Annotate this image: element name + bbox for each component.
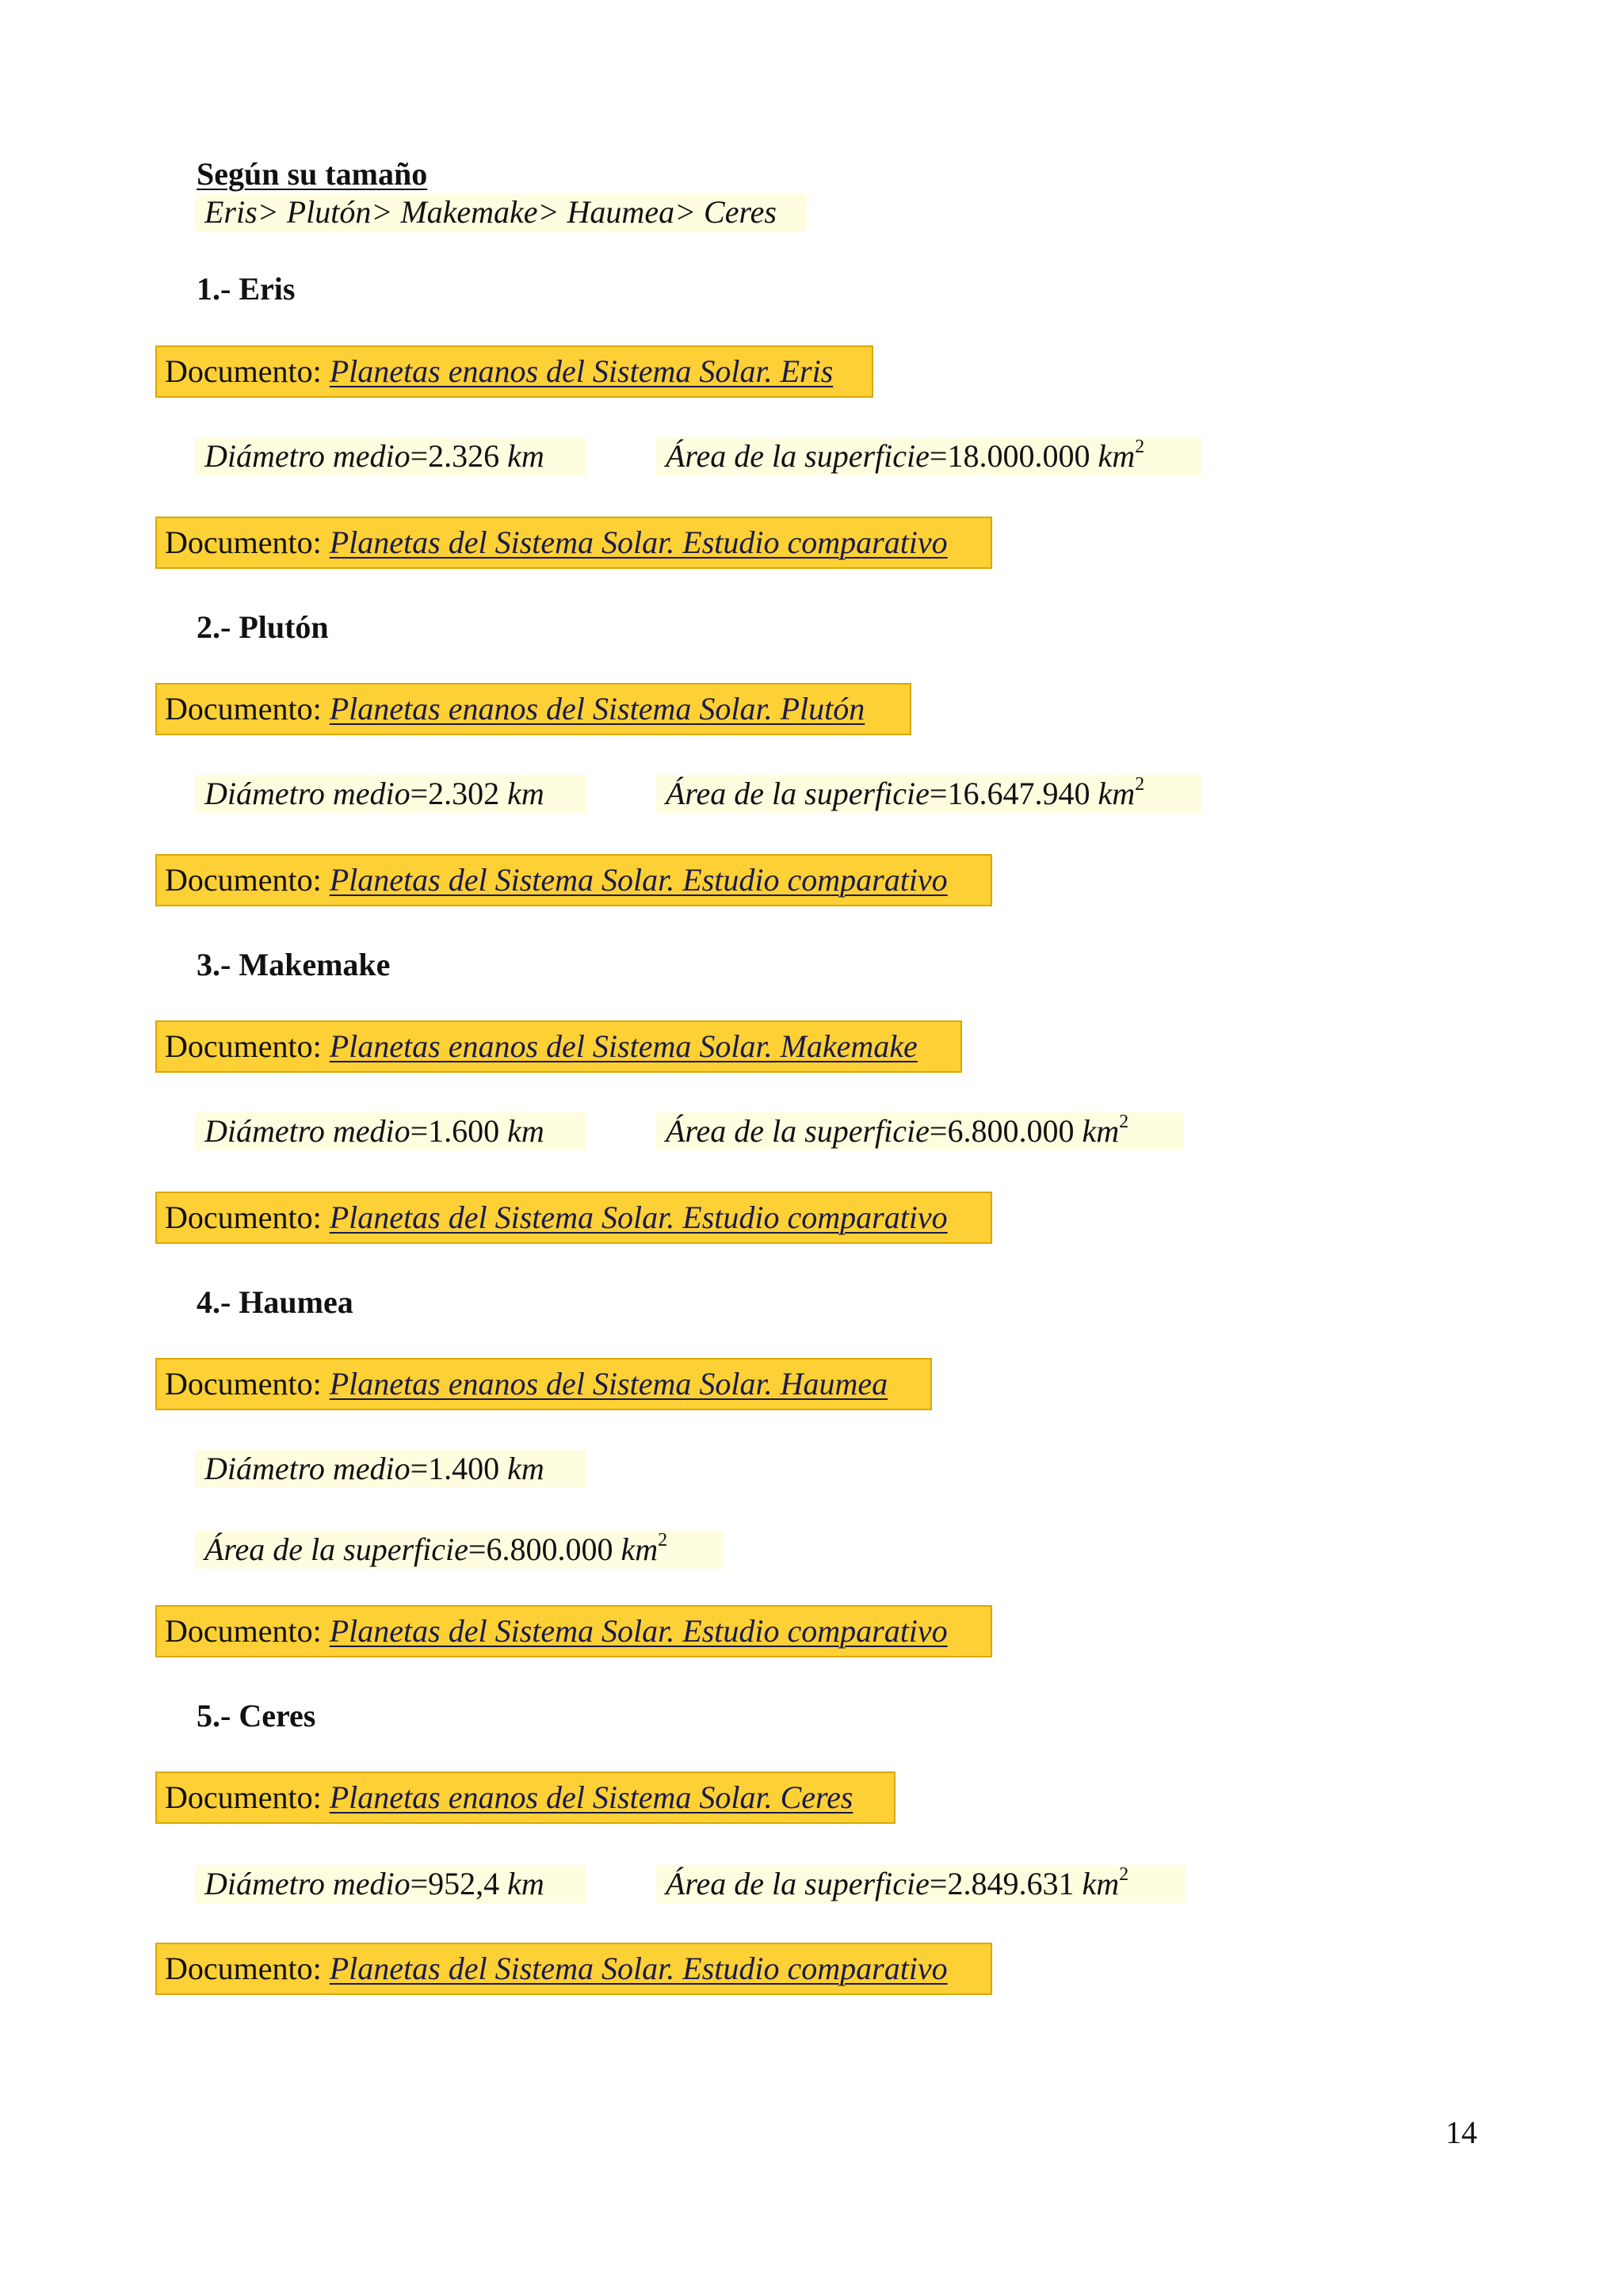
diameter-label: Diámetro medio (204, 776, 411, 811)
unit: km (1082, 1113, 1120, 1149)
item-heading-ceres: 5.- Ceres (197, 1698, 316, 1733)
unit: km (507, 1866, 544, 1901)
comparative-link-eris[interactable]: Planetas del Sistema Solar. Estudio comparativo (329, 524, 948, 560)
diameter-label: Diámetro medio (204, 1451, 411, 1486)
area-label: Área de la superficie (204, 1531, 468, 1567)
equals-sign: = (929, 776, 948, 811)
area-formula-makemake (656, 1112, 1184, 1150)
document-box-ceres (155, 1772, 896, 1824)
diameter-value: 2.302 (428, 776, 500, 811)
equals-sign: = (410, 438, 429, 474)
comparative-box-makemake (155, 1192, 992, 1244)
area-value: 2.849.631 (947, 1866, 1075, 1901)
document-label: Documento: (165, 691, 330, 727)
exponent: 2 (1135, 774, 1145, 795)
comparative-link-pluton[interactable]: Planetas del Sistema Solar. Estudio comparativo (329, 862, 948, 898)
document-label: Documento: (165, 524, 330, 560)
unit: km (507, 1113, 544, 1149)
equals-sign: = (929, 1113, 948, 1149)
unit: km (507, 776, 544, 811)
area-label: Área de la superficie (666, 438, 930, 474)
diameter-value: 1.600 (428, 1113, 500, 1149)
unit: km (507, 438, 544, 474)
comparative-box-pluton (155, 854, 992, 906)
document-box-eris (155, 345, 873, 398)
equals-sign: = (410, 1866, 429, 1901)
item-heading-pluton: 2.- Plutón (197, 609, 329, 645)
unit: km (1082, 1866, 1120, 1901)
document-link-haumea[interactable]: Planetas enanos del Sistema Solar. Haumea (329, 1366, 888, 1402)
diameter-formula-ceres (195, 1865, 586, 1903)
diameter-value: 952,4 (428, 1866, 500, 1901)
equals-sign: = (929, 1866, 948, 1901)
comparative-box-ceres (155, 1943, 992, 1995)
area-value: 6.800.000 (486, 1531, 613, 1567)
diameter-value: 1.400 (428, 1451, 500, 1486)
diameter-formula-eris (195, 437, 586, 475)
equals-sign: = (410, 1113, 429, 1149)
equals-sign: = (468, 1531, 487, 1567)
document-label: Documento: (165, 1366, 330, 1402)
document-box-makemake (155, 1020, 962, 1073)
document-label: Documento: (165, 1199, 330, 1235)
area-label: Área de la superficie (666, 1866, 930, 1901)
diameter-label: Diámetro medio (204, 438, 411, 474)
diameter-label: Diámetro medio (204, 1866, 411, 1901)
page-number: 14 (1445, 2115, 1477, 2150)
area-formula-haumea (195, 1531, 724, 1569)
unit: km (621, 1531, 659, 1567)
equals-sign: = (929, 438, 948, 474)
item-heading-haumea: 4.- Haumea (197, 1284, 353, 1320)
document-label: Documento: (165, 1028, 330, 1064)
item-heading-makemake: 3.- Makemake (197, 947, 391, 982)
comparative-link-haumea[interactable]: Planetas del Sistema Solar. Estudio comparativo (329, 1613, 948, 1649)
document-box-haumea (155, 1358, 932, 1410)
area-formula-pluton (656, 775, 1201, 813)
diameter-formula-haumea (195, 1450, 586, 1488)
document-label: Documento: (165, 1951, 330, 1986)
section-title: Según su tamaño (197, 156, 428, 192)
document-link-eris[interactable]: Planetas enanos del Sistema Solar. Eris (329, 353, 834, 389)
unit: km (1098, 776, 1136, 811)
document-label: Documento: (165, 862, 330, 898)
document-box-pluton (155, 683, 911, 735)
unit: km (1098, 438, 1136, 474)
area-label: Área de la superficie (666, 1113, 930, 1149)
item-heading-eris: 1.- Eris (197, 271, 296, 307)
area-value: 6.800.000 (947, 1113, 1075, 1149)
diameter-formula-pluton (195, 775, 586, 813)
document-label: Documento: (165, 353, 330, 389)
area-value: 18.000.000 (947, 438, 1090, 474)
area-label: Área de la superficie (666, 776, 930, 811)
document-link-ceres[interactable]: Planetas enanos del Sistema Solar. Ceres (329, 1779, 854, 1815)
comparative-box-eris (155, 517, 992, 569)
comparative-link-makemake[interactable]: Planetas del Sistema Solar. Estudio comparativo (329, 1199, 948, 1235)
document-link-makemake[interactable]: Planetas enanos del Sistema Solar. Makemake (329, 1028, 918, 1064)
comparative-box-haumea (155, 1605, 992, 1657)
diameter-value: 2.326 (428, 438, 500, 474)
area-formula-eris (656, 437, 1201, 475)
area-value: 16.647.940 (947, 776, 1090, 811)
exponent: 2 (1119, 1864, 1129, 1885)
document-label: Documento: (165, 1779, 330, 1815)
document-link-pluton[interactable]: Planetas enanos del Sistema Solar. Plutón (329, 691, 865, 727)
diameter-label: Diámetro medio (204, 1113, 411, 1149)
exponent: 2 (1119, 1112, 1129, 1132)
size-order-formula: Eris> Plutón> Makemake> Haumea> Ceres (195, 193, 807, 231)
document-label: Documento: (165, 1613, 330, 1649)
comparative-link-ceres[interactable]: Planetas del Sistema Solar. Estudio comparativo (329, 1951, 948, 1986)
equals-sign: = (410, 776, 429, 811)
unit: km (507, 1451, 544, 1486)
exponent: 2 (658, 1530, 668, 1550)
exponent: 2 (1135, 437, 1145, 457)
equals-sign: = (410, 1451, 429, 1486)
diameter-formula-makemake (195, 1112, 586, 1150)
area-formula-ceres (656, 1865, 1186, 1903)
